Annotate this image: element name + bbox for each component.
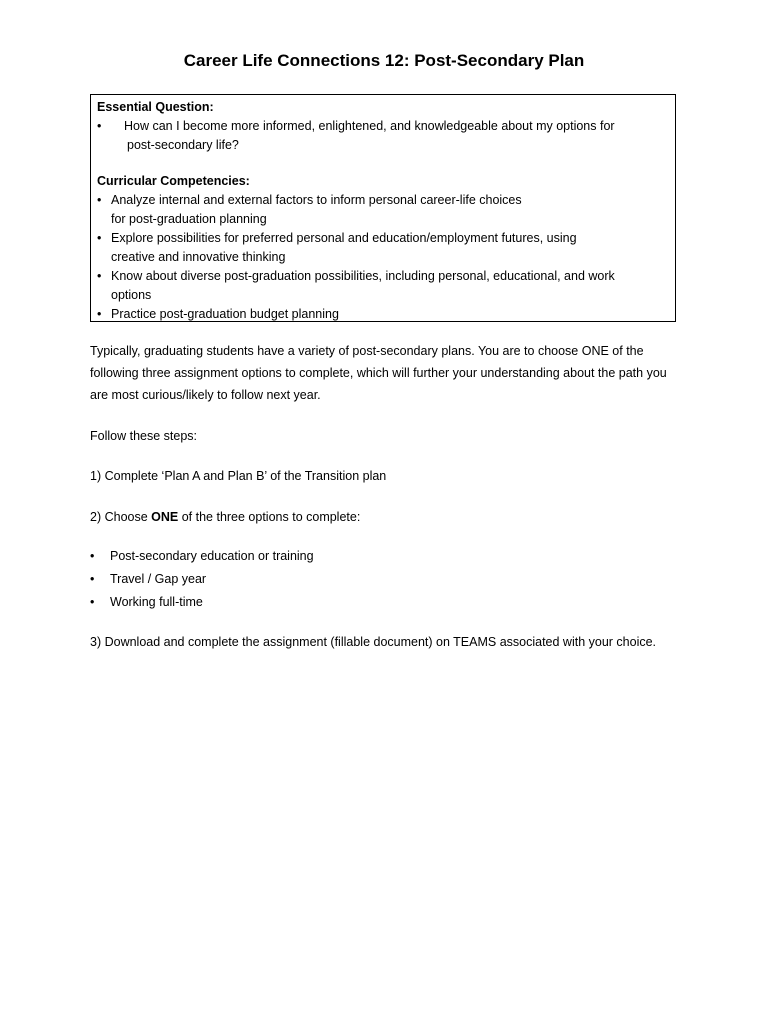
competency-line1: Analyze internal and external factors to inform personal career-life choices	[111, 193, 522, 207]
competency-item	[97, 267, 669, 305]
competency-line1: Practice post-graduation budget planning	[111, 307, 339, 321]
follow-steps-label: Follow these steps:	[90, 429, 197, 443]
step-1: 1) Complete ‘Plan A and Plan B’ of the Transition plan	[90, 469, 387, 483]
step-2	[90, 506, 690, 528]
list-item	[90, 591, 690, 614]
bullet-icon: •	[90, 595, 95, 609]
option-label: Post-secondary education or training	[110, 549, 314, 563]
competency-line1: Know about diverse post-graduation possibilities, including personal, educational, and work	[111, 269, 615, 283]
bullet-icon: •	[97, 269, 102, 283]
page-title: Career Life Connections 12: Post-Secondary Plan	[183, 51, 585, 70]
intro-paragraph: Typically, graduating students have a variety of post-secondary plans. You are to choose ONE of the following three assignment options to complete, which will further your understanding about the path you are most curious/likely to follow next year.	[90, 344, 667, 402]
competency-line1: Explore possibilities for preferred personal and education/employment futures, using	[111, 231, 577, 245]
list-item	[90, 568, 690, 591]
bullet-icon: •	[97, 307, 102, 321]
step-3: 3) Download and complete the assignment (fillable document) on TEAMS associated with your choice.	[90, 635, 657, 649]
bullet-icon: •	[97, 231, 102, 245]
objectives-box	[90, 94, 676, 322]
competency-line2: options	[111, 288, 152, 302]
bullet-icon: •	[97, 119, 102, 133]
bullet-icon: •	[97, 193, 102, 207]
bullet-icon: •	[90, 549, 95, 563]
competency-line2: creative and innovative thinking	[111, 250, 286, 264]
competencies-heading: Curricular Competencies:	[97, 174, 250, 188]
option-label: Working full-time	[110, 595, 203, 609]
competency-item	[97, 229, 669, 267]
option-label: Travel / Gap year	[110, 572, 207, 586]
competency-item	[97, 305, 669, 324]
step-2-suffix: of the three options to complete:	[178, 510, 361, 524]
essential-question-line1: How can I become more informed, enlightened, and knowledgeable about my options for	[124, 119, 615, 133]
essential-question-item	[97, 117, 669, 155]
essential-question-line2: post-secondary life?	[127, 138, 239, 152]
step-2-prefix: 2) Choose	[90, 510, 152, 524]
options-list	[90, 545, 690, 614]
list-item	[90, 545, 690, 568]
bullet-icon: •	[90, 572, 95, 586]
step-2-emphasis: ONE	[151, 510, 179, 524]
competency-item	[97, 191, 669, 229]
essential-question-heading: Essential Question:	[97, 100, 214, 114]
competency-line2: for post-graduation planning	[111, 212, 267, 226]
